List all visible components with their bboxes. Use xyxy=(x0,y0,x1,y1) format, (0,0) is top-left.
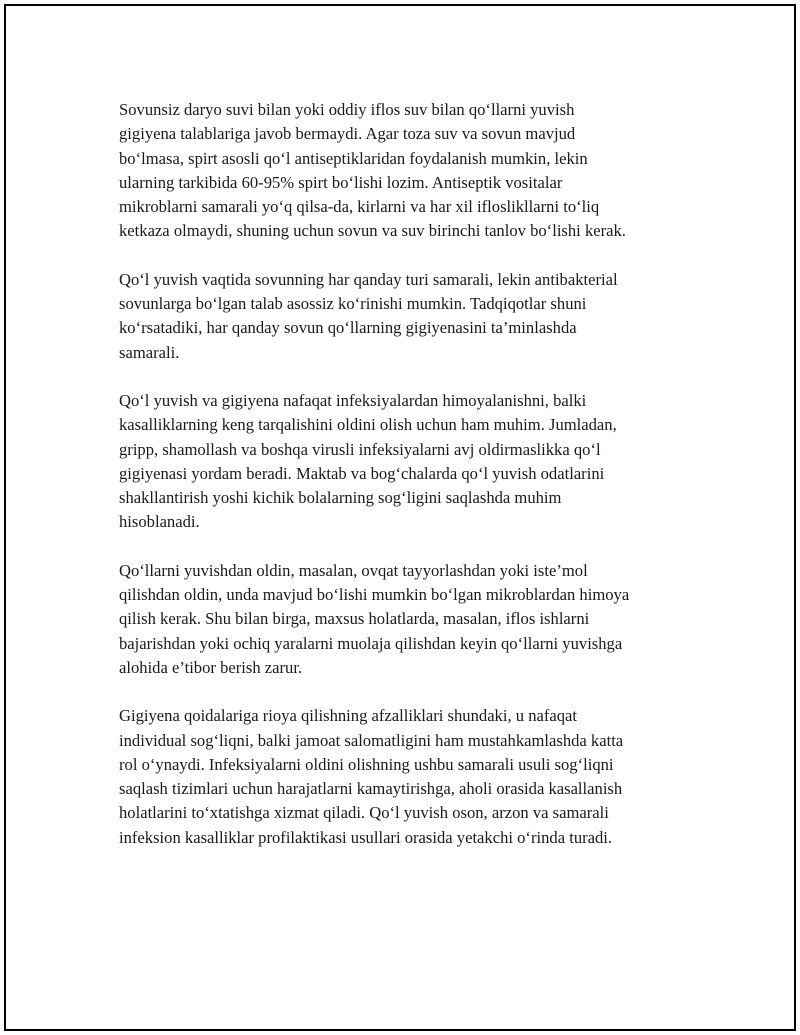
document-body xyxy=(119,98,699,874)
paragraph-5: Gigiyena qoidalariga rioya qilishning afzalliklari shundaki, u nafaqat individual sog‘liqni, balki jamoat salomatligini ham mustahkamlashda katta rol o‘ynaydi. Infeksiyalarni oldini olishning ushbu samarali usuli sog‘liqni saqlash tizimlari uchun harajatlarni kamaytirishga, aholi orasida kasallanish holatlarini to‘xtatishga xizmat qiladi. Qo‘l yuvish oson, arzon va samarali infeksion kasalliklar profilaktikasi usullari orasida yetakchi o‘rinda turadi. xyxy=(119,706,624,847)
page-border xyxy=(4,4,796,1031)
paragraph-3: Qo‘l yuvish va gigiyena nafaqat infeksiyalardan himoyalanishni, balki kasalliklarning keng tarqalishini oldini olish uchun ham muhim. Jumladan, gripp, shamollash va boshqa virusli infeksiyalarni avj oldirmaslikka qo‘l gigiyenasi yordam beradi. Maktab va bog‘chalarda qo‘l yuvish odatlarini shakllantirish yoshi kichik bolalarning sog‘ligini saqlashda muhim hisoblanadi. xyxy=(119,390,617,532)
paragraph-4: Qo‘llarni yuvishdan oldin, masalan, ovqat tayyorlashdan yoki iste’mol qilishdan oldin, unda mavjud bo‘lishi mumkin bo‘lgan mikroblardan himoya qilish kerak. Shu bilan birga, maxsus holatlarda, masalan, iflos ishlarni bajarishdan yoki ochiq yaralarni muolaja qilishdan keyin qo‘llarni yuvishga alohida e’tibor berish zarur. xyxy=(119,560,630,677)
paragraph-2: Qo‘l yuvish vaqtida sovunning har qanday turi samarali, lekin antibakterial sovunlarga bo‘lgan talab asossiz ko‘rinishi mumkin. Tadqiqotlar shuni ko‘rsatadiki, har qanday sovun qo‘llarning gigiyenasini ta’minlashda samarali. xyxy=(119,269,618,362)
paragraph-1: Sovunsiz daryo suvi bilan yoki oddiy iflos suv bilan qo‘llarni yuvish gigiyena talablariga javob bermaydi. Agar toza suv va sovun mavjud bo‘lmasa, spirt asosli qo‘l antiseptiklaridan foydalanish mumkin, lekin ularning tarkibida 60-95% spirt bo‘lishi lozim. Antiseptik vositalar mikroblarni samarali yo‘q qilsa-da, kirlarni va har xil ifloslikllarni to‘liq ketkaza olmaydi, shuning uchun sovun va suv birinchi tanlov bo‘lishi kerak. xyxy=(119,100,626,241)
